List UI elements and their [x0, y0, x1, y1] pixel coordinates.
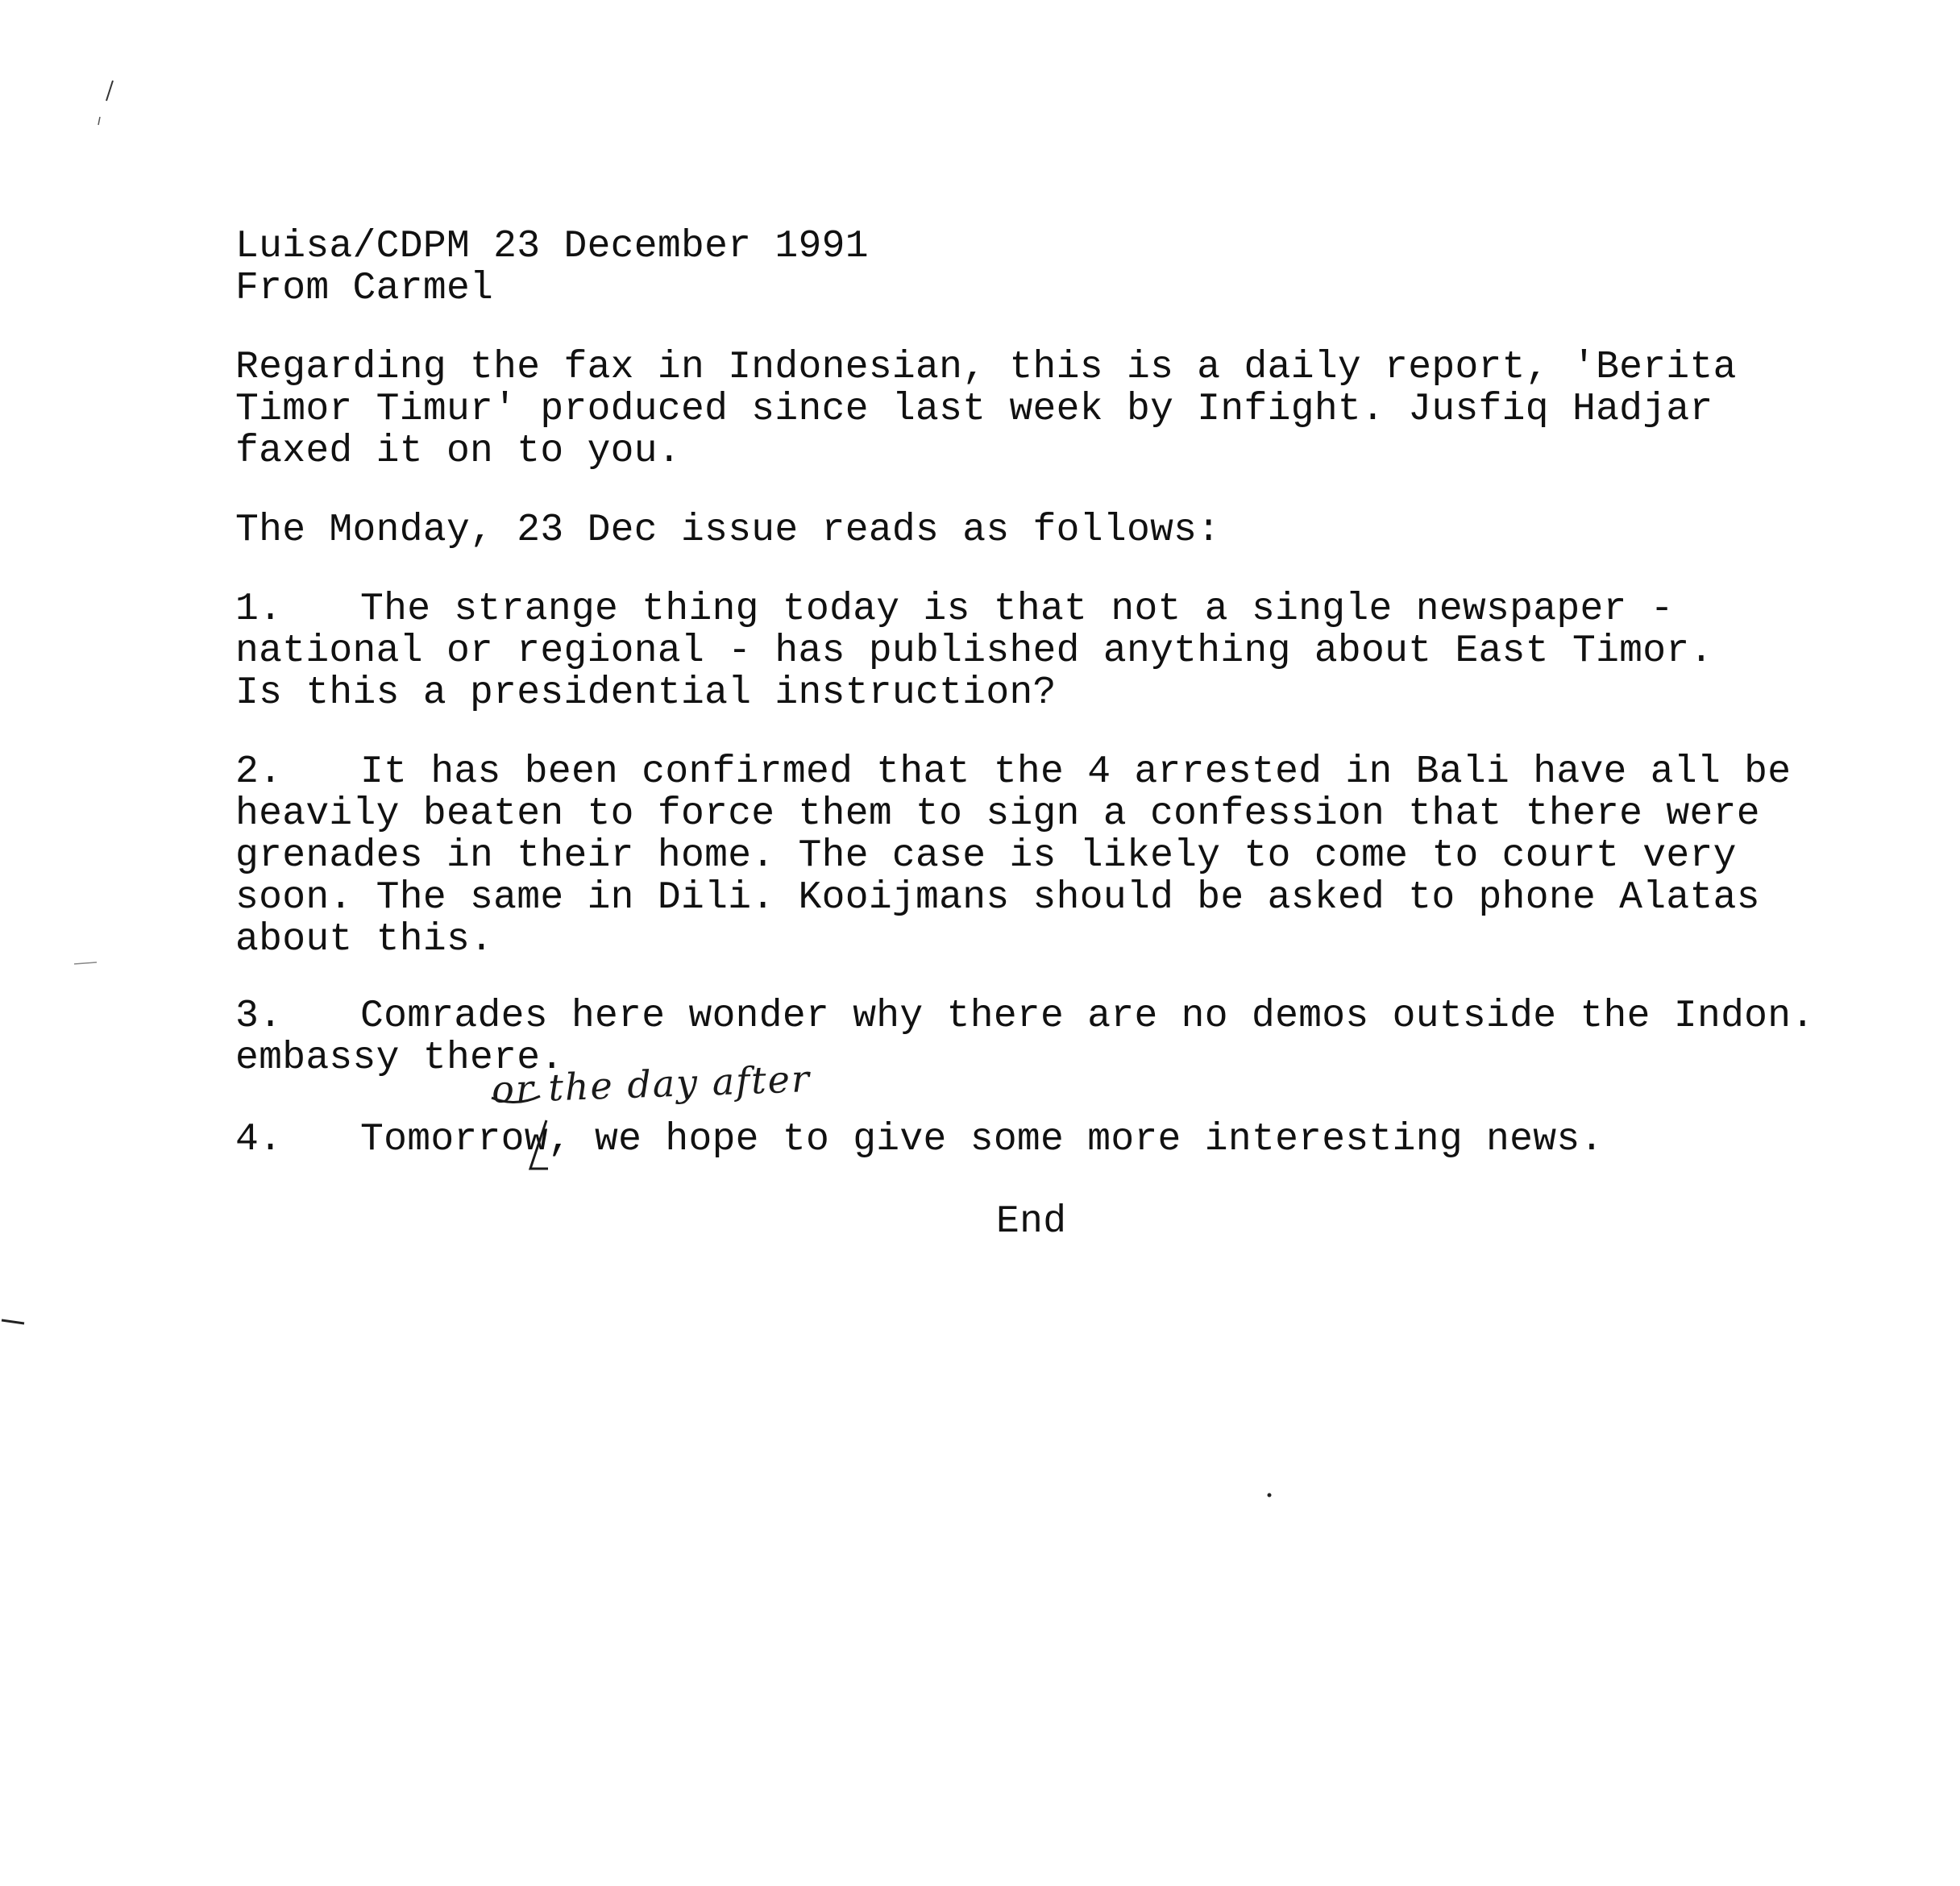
item-line: embassy there.	[235, 1036, 564, 1080]
memo-header	[235, 226, 1831, 309]
item-line: Comrades here wonder why there are no demos outside the Indon.	[360, 995, 1815, 1038]
scan-speck-mark	[0, 1314, 40, 1330]
list-item	[235, 751, 1831, 961]
intro-line: Timor Timur' produced since last week by Infight. Jusfiq Hadjar	[235, 388, 1713, 431]
item-line: grenades in their home. The case is likely to come to court very	[235, 834, 1737, 878]
item-number: 2.	[235, 750, 283, 794]
item-line: Is this a presidential instruction?	[235, 671, 1057, 715]
item-line: heavily beaten to force them to sign a confession that there were	[235, 792, 1760, 836]
header-sender: From Carmel	[235, 267, 494, 310]
item-line: Tomorrow, we hope to give some more interesting news.	[360, 1118, 1604, 1161]
item-number: 3.	[235, 995, 283, 1038]
list-item	[235, 1119, 1831, 1161]
list-item	[235, 995, 1831, 1079]
item-line: It has been confirmed that the 4 arrested in Bali have all be	[360, 750, 1792, 794]
list-item	[235, 588, 1831, 714]
scan-speck-mark	[89, 77, 137, 141]
item-line: about this.	[235, 918, 494, 962]
handwritten-insert: or the day after	[491, 1057, 812, 1111]
header-recipient-date: Luisa/CDPM 23 December 1991	[235, 225, 869, 268]
item-number: 1.	[235, 588, 283, 631]
lead-line: The Monday, 23 Dec issue reads as follows:	[235, 509, 1221, 552]
item-line: national or regional - has published anything about East Timor.	[235, 629, 1713, 673]
item-number: 4.	[235, 1118, 283, 1161]
intro-line: Regarding the fax in Indonesian, this is a daily report, 'Berita	[235, 346, 1737, 389]
closing-end: End	[996, 1200, 1067, 1244]
intro-line: faxed it on to you.	[235, 430, 681, 473]
insertion-caret-mark	[484, 1088, 580, 1193]
lead-paragraph	[235, 509, 1831, 551]
item-line: soon. The same in Dili. Kooijmans should be asked to phone Alatas	[235, 876, 1760, 920]
item-line: The strange thing today is that not a single newspaper -	[360, 588, 1674, 631]
intro-paragraph	[235, 347, 1831, 472]
scan-speck-mark	[1265, 1491, 1273, 1499]
scan-speck-mark	[73, 959, 105, 969]
